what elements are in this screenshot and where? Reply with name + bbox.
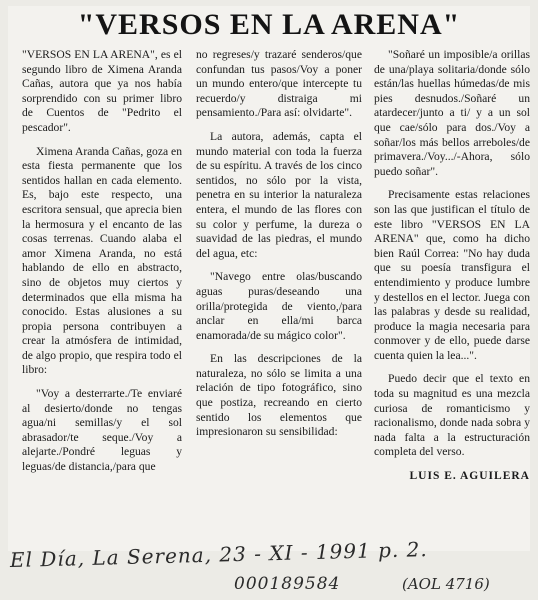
handwritten-annotation (6, 537, 532, 598)
paragraph: La autora, además, capta el mundo material con toda la fuerza de su espíritu. A través de los cinco sentidos, no sólo por la vista, penetra en su interior la naturaleza entera, el mundo de las flores con su color y perfume, la dureza o suavidad de las piedras, el mundo del agua, etc: (196, 129, 362, 260)
handwritten-number: 000189584 (234, 574, 341, 594)
poem-quote: "Navego entre olas/buscando aguas puras/deseando una orilla/protegida de viento,/para anclar en ella/mi barca enamorada/de su mágico color". (196, 270, 362, 342)
article-column-1 (22, 48, 182, 484)
author-signature: LUIS E. AGUILERA (409, 470, 530, 483)
poem-quote: "Soñaré un imposible/a orillas de una/playa solitaria/donde sólo están/las huellas húmedas/de mis pies desnudos./Soñaré un atardecer/junto a ti/ y a un sol que cae/sólo para dos./Voy a soñar/los más bellos arreboles/de primavera./Voy.../-Ahora, sólo puedo soñar". (374, 48, 530, 178)
article-column-2 (196, 48, 362, 449)
paragraph: "VERSOS EN LA ARENA", es el segundo libro de Ximena Aranda Cañas, autora que ya nos había sorprendido con su primer libro de Cuentos de "Pedrito el pescador". (22, 48, 182, 134)
paragraph: Ximena Aranda Cañas, goza en esta fiesta permanente que los sentidos hallan en cada elemento. Es, bajo este respecto, una escritora sensual, que aprecia bien la hermosura y el encanto de las cosas terrenas. Cuando alaba el amor Ximena Aranda, no está hablando de ello en abstracto, sino de objetos muy ciertos y determinados que ella misma ha conocido. Estas alusiones a su propia persona contribuyen a crear la atmósfera de intimidad, de algo propio, que respira todo el libro: (22, 144, 182, 377)
poem-quote-continued: no regreses/y trazaré senderos/que confundan tus pasos/Voy a poner un mundo entero/que intercepte tu recuerdo/y distraiga mi pensamiento./Para así: olvidarte". (196, 48, 362, 120)
poem-quote: "Voy a desterrarte./Te enviaré al desierto/donde no tengas agua/ni semillas/y el sol abrasador/te seque./Voy a alejarte./Pondré leguas y leguas/de distancia,/para que (22, 387, 182, 474)
paragraph: Puedo decir que el texto en toda su magnitud es una mezcla curiosa de romanticismo y racionalismo, donde nada sobra y nada falta a la estructuración completa del verso. (374, 372, 530, 459)
paragraph: En las descripciones de la naturaleza, no sólo se limita a una relación de tipo fotográfico, sino que postiza, recreando en cierto sentido los elementos que impresionaron su sensibilidad: (196, 352, 362, 439)
handwritten-source: El Día, La Serena, 23 - XI - 1991 p. 2. (9, 537, 428, 572)
handwritten-reference: (AOL 4716) (402, 575, 490, 593)
article-column-3 (374, 48, 530, 493)
article-headline: "VERSOS EN LA ARENA" (77, 8, 461, 41)
newspaper-clipping (8, 6, 530, 551)
paragraph: Precisamente estas relaciones son las que justifican el título de este libro "VERSOS EN LA ARENA" que, como ha dicho bien Raúl Correa: "No hay duda que su poesía transfigura el entendimiento y produce lumbre y destellos en el lector. Juega con las palabras y desde su realidad, produce la magia necesaria para conmover y de ello, puede darse cuenta quien la lea...". (374, 188, 530, 362)
